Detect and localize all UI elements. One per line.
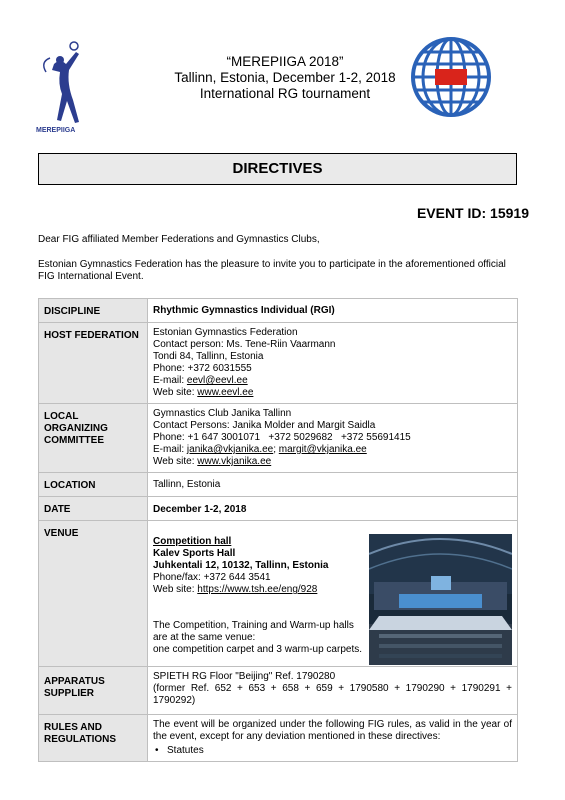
event-title — [120, 54, 450, 102]
host-email-prefix: E-mail: — [153, 375, 187, 386]
apparatus-label — [39, 667, 148, 715]
date-label: DATE — [39, 497, 148, 521]
rules-info — [148, 715, 518, 762]
venue-heading: Competition hall — [153, 536, 232, 547]
apparatus-info — [148, 667, 518, 715]
event-title-line3: International RG tournament — [199, 86, 371, 101]
host-web-prefix: Web site: — [153, 387, 198, 398]
apparatus-label-line1: APPARATUS — [44, 676, 105, 687]
venue-wrap — [153, 536, 512, 656]
directives-table — [38, 298, 518, 762]
event-id: EVENT ID: 15919 — [416, 205, 529, 221]
loc-web-prefix: Web site: — [153, 456, 198, 467]
row-discipline — [39, 299, 518, 323]
rules-label-line1: RULES AND — [44, 722, 102, 733]
loc-web-line — [153, 456, 512, 468]
loc-email-prefix: E-mail: — [153, 444, 187, 455]
event-title-line1: “MEREPIIGA 2018” — [226, 54, 344, 69]
venue-note-line1: The Competition, Training and Warm-up halls — [153, 620, 354, 631]
row-date — [39, 497, 518, 521]
location-value: Tallinn, Estonia — [148, 473, 518, 497]
host-name: Estonian Gymnastics Federation — [153, 327, 298, 338]
venue-note-line3: one competition carpet and 3 warm-up carpets. — [153, 644, 362, 655]
rules-label — [39, 715, 148, 762]
row-host-federation — [39, 323, 518, 404]
host-contact: Contact person: Ms. Tene-Riin Vaarmann — [153, 339, 336, 350]
loc-label — [39, 404, 148, 473]
venue-web-link[interactable]: https://www.tsh.ee/eng/928 — [197, 584, 318, 595]
document-header — [0, 0, 565, 140]
venue-phone: Phone/fax: +372 644 3541 — [153, 572, 271, 583]
venue-address: Juhkentali 12, 10132, Tallinn, Estonia — [153, 560, 329, 571]
merepiiga-logo-icon — [24, 36, 116, 140]
loc-info — [148, 404, 518, 473]
fig-globe-logo-icon — [410, 36, 492, 118]
date-value: December 1-2, 2018 — [148, 497, 518, 521]
loc-label-line1: LOCAL — [44, 411, 79, 422]
host-address: Tondi 84, Tallinn, Estonia — [153, 351, 264, 362]
venue-note-line2: are at the same venue: — [153, 632, 256, 643]
location-label: LOCATION — [39, 473, 148, 497]
loc-name: Gymnastics Club Janika Tallinn — [153, 408, 292, 419]
rules-text: The event will be organized under the following FIG rules, as valid in the year of the event, except for any deviation mentioned in these directives: — [153, 719, 512, 742]
loc-email-line — [153, 444, 512, 456]
loc-phone: Phone: +1 647 3001071 +372 5029682 +372 55691415 — [153, 432, 411, 443]
loc-web-link[interactable]: www.vkjanika.ee — [197, 456, 272, 467]
intro-text: Estonian Gymnastics Federation has the pleasure to invite you to participate in the aforementioned official FIG International Event. — [38, 259, 506, 282]
loc-contact: Contact Persons: Janika Molder and Margit Saidla — [153, 420, 376, 431]
host-federation-label: HOST FEDERATION — [39, 323, 148, 404]
host-phone: Phone: +372 6031555 — [153, 363, 252, 374]
venue-hall-name: Kalev Sports Hall — [153, 548, 236, 559]
directives-title: DIRECTIVES — [38, 153, 517, 185]
host-federation-info — [148, 323, 518, 404]
row-location — [39, 473, 518, 497]
apparatus-line1: SPIETH RG Floor "Beijing" Ref. 1790280 — [153, 671, 336, 682]
loc-email2-link[interactable]: margit@vkjanika.ee — [278, 444, 367, 455]
sports-hall-photo — [369, 534, 512, 665]
event-title-line2: Tallinn, Estonia, December 1-2, 2018 — [174, 70, 396, 85]
rules-label-line2: REGULATIONS — [44, 734, 117, 745]
loc-label-line3: COMMITTEE — [44, 435, 104, 446]
venue-web-prefix: Web site: — [153, 584, 198, 595]
row-venue — [39, 521, 518, 667]
row-rules-regulations — [39, 715, 518, 762]
rules-list — [153, 745, 512, 757]
loc-email1-link[interactable]: janika@vkjanika.ee — [186, 444, 274, 455]
host-email-line — [153, 375, 512, 387]
host-email-link[interactable]: eevl@eevl.ee — [186, 375, 248, 386]
host-web-line — [153, 387, 512, 399]
discipline-value: Rhythmic Gymnastics Individual (RGI) — [148, 299, 518, 323]
venue-label: VENUE — [39, 521, 148, 667]
discipline-label: DISCIPLINE — [39, 299, 148, 323]
merepiiga-logo-text: MEREPIIGA — [36, 127, 76, 134]
row-local-organizing-committee — [39, 404, 518, 473]
rules-bullet-statutes: • Statutes — [153, 745, 512, 757]
venue-info — [148, 521, 518, 667]
greeting-text: Dear FIG affiliated Member Federations and Gymnastics Clubs, — [38, 234, 320, 245]
loc-label-line2: ORGANIZING — [44, 423, 108, 434]
host-web-link[interactable]: www.eevl.ee — [197, 387, 254, 398]
loc-email-separator: ; — [273, 444, 279, 455]
apparatus-label-line2: SUPPLIER — [44, 688, 95, 699]
apparatus-line2: (former Ref. 652 + 653 + 658 + 659 + 1790580 + 1790290 + 1790291 + 1790292) — [153, 683, 512, 706]
row-apparatus-supplier — [39, 667, 518, 715]
